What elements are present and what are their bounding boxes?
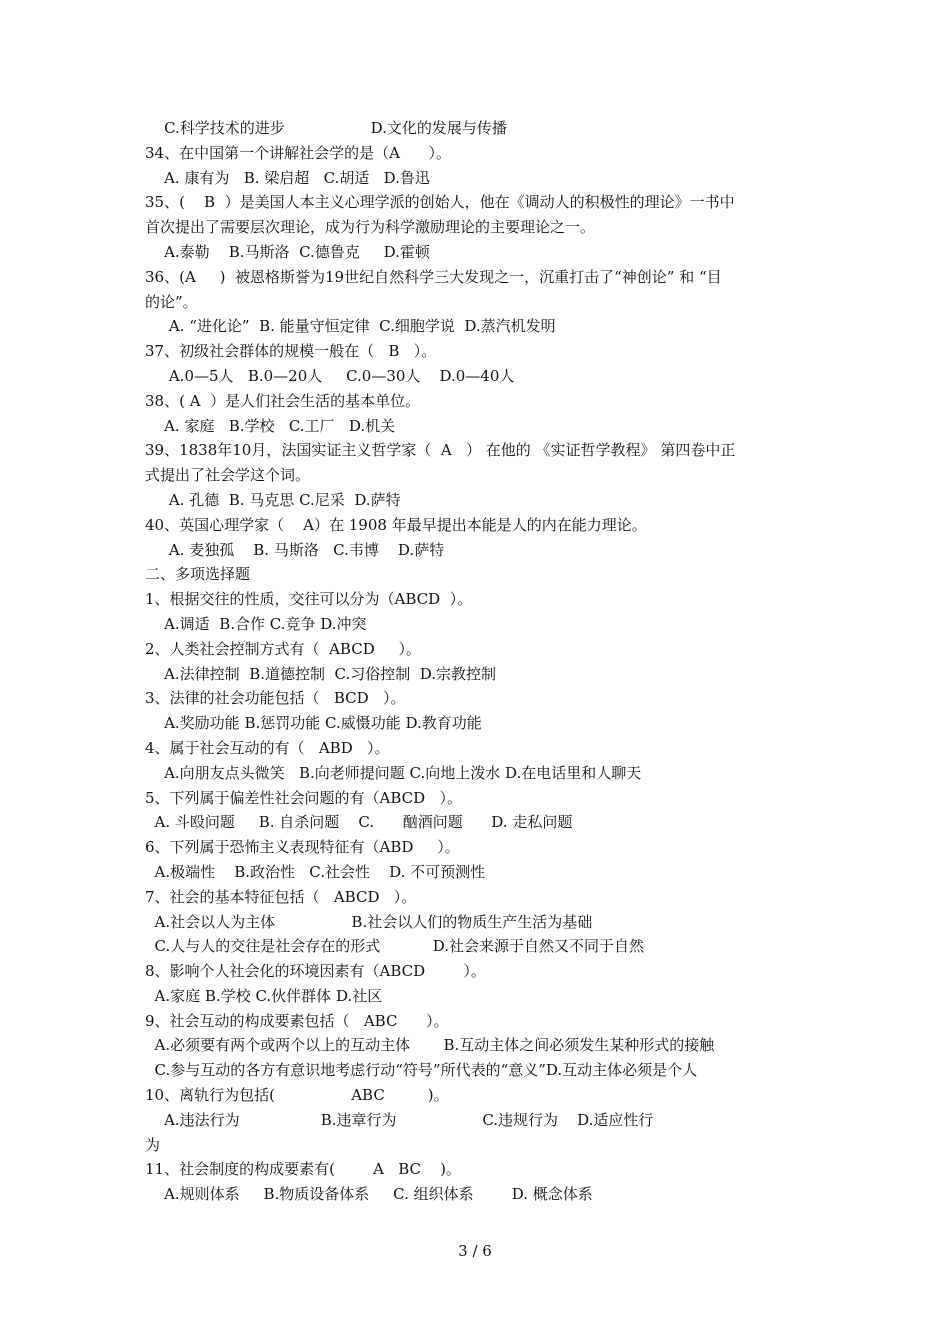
text-line: 式提出了社会学这个词。 <box>145 466 311 485</box>
document-body <box>145 116 815 1207</box>
multi-question-11: 11、社会制度的构成要素有( A BC )。 <box>145 1160 461 1179</box>
multi-question-6-options: A.极端性 B.政治性 C.社会性 D. 不可预测性 <box>145 862 486 881</box>
multi-question-7-options: C.人与人的交往是社会存在的形式 D.社会来源于自然又不同于自然 <box>145 937 644 956</box>
question-36: 36、(A ) 被恩格斯誉为19世纪自然科学三大发现之一，沉重打击了“神创论” 和 “目 <box>145 267 722 286</box>
multi-question-7-options: A.社会以人为主体 B.社会以人们的物质生产生活为基础 <box>145 912 593 931</box>
question-39: 39、1838年10月，法国实证主义哲学家（ A ） 在他的 《实证哲学教程》 第四卷中正 <box>145 441 736 460</box>
multi-question-4: 4、属于社会互动的有（ ABD ）。 <box>145 738 390 757</box>
text-line: 为 <box>145 1135 161 1154</box>
multi-question-3-options: A.奖励功能 B.惩罚功能 C.威慑功能 D.教育功能 <box>145 714 482 733</box>
question-39-options: A. 孔德 B. 马克思 C.尼采 D.萨特 <box>145 490 401 509</box>
question-40-options: A. 麦独孤 B. 马斯洛 C.韦博 D.萨特 <box>145 540 445 559</box>
question-37: 37、初级社会群体的规模一般在（ B ）。 <box>145 342 437 361</box>
question-40: 40、英国心理学家（ A）在 1908 年最早提出本能是人的内在能力理论。 <box>145 515 647 534</box>
question-35-options: A.泰勒 B.马斯洛 C.德鲁克 D.霍顿 <box>145 242 430 261</box>
question-35: 35、( B ）是美国人本主义心理学派的创始人，他在《调动人的积极性的理论》一书中 <box>145 193 735 212</box>
multi-question-2: 2、人类社会控制方式有（ ABCD ）。 <box>145 639 422 658</box>
page-number: 3 / 6 <box>458 1242 492 1260</box>
multi-question-1-options: A.调适 B.合作 C.竞争 D.冲突 <box>145 614 367 633</box>
multi-question-8-options: A.家庭 B.学校 C.伙伴群体 D.社区 <box>145 986 383 1005</box>
multi-question-9: 9、社会互动的构成要素包括（ ABC ）。 <box>145 1011 449 1030</box>
question-34-options: A. 康有为 B. 梁启超 C.胡适 D.鲁迅 <box>145 168 430 187</box>
multi-question-5: 5、下列属于偏差性社会问题的有（ABCD ）。 <box>145 788 462 807</box>
text-line: 首次提出了需要层次理论，成为行为科学激励理论的主要理论之一。 <box>145 218 596 237</box>
multi-question-5-options: A. 斗殴问题 B. 自杀问题 C. 酗酒问题 D. 走私问题 <box>145 813 573 832</box>
multi-question-11-options: A.规则体系 B.物质设备体系 C. 组织体系 D. 概念体系 <box>145 1185 593 1204</box>
multi-question-3: 3、法律的社会功能包括（ BCD ）。 <box>145 689 406 708</box>
question-37-options: A.0—5人 B.0—20人 C.0—30人 D.0—40人 <box>145 366 515 385</box>
multi-question-9-options: C.参与互动的各方有意识地考虑行动“符号”所代表的“意义”D.互动主体必须是个人 <box>145 1061 698 1080</box>
multi-question-10-options: A.违法行为 B.违章行为 C.违规行为 D.适应性行 <box>145 1110 654 1129</box>
multi-question-4-options: A.向朋友点头微笑 B.向老师提问题 C.向地上泼水 D.在电话里和人聊天 <box>145 763 642 782</box>
multi-question-2-options: A.法律控制 B.道德控制 C.习俗控制 D.宗教控制 <box>145 664 497 683</box>
text-line: 的论”。 <box>145 292 198 311</box>
question-36-options: A. “进化论” B. 能量守恒定律 C.细胞学说 D.蒸汽机发明 <box>145 317 556 336</box>
question-38-options: A. 家庭 B.学校 C.工厂 D.机关 <box>145 416 396 435</box>
multi-question-10: 10、离轨行为包括( ABC )。 <box>145 1086 449 1105</box>
multi-question-8: 8、影响个人社会化的环境因素有（ABCD ）。 <box>145 962 486 981</box>
section-heading: 二、多项选择题 <box>145 565 251 584</box>
multi-question-1: 1、根据交往的性质，交往可以分为（ABCD ）。 <box>145 590 473 609</box>
text-line: C.科学技术的进步 D.文化的发展与传播 <box>145 119 507 137</box>
question-34: 34、在中国第一个讲解社会学的是（A ）。 <box>145 143 452 162</box>
multi-question-7: 7、社会的基本特征包括（ ABCD ）。 <box>145 887 417 906</box>
multi-question-6: 6、下列属于恐怖主义表现特征有（ABD ）。 <box>145 838 460 857</box>
question-38: 38、( A ）是人们社会生活的基本单位。 <box>145 391 421 410</box>
multi-question-9-options: A.必须要有两个或两个以上的互动主体 B.互动主体之间必须发生某种形式的接触 <box>145 1036 715 1055</box>
